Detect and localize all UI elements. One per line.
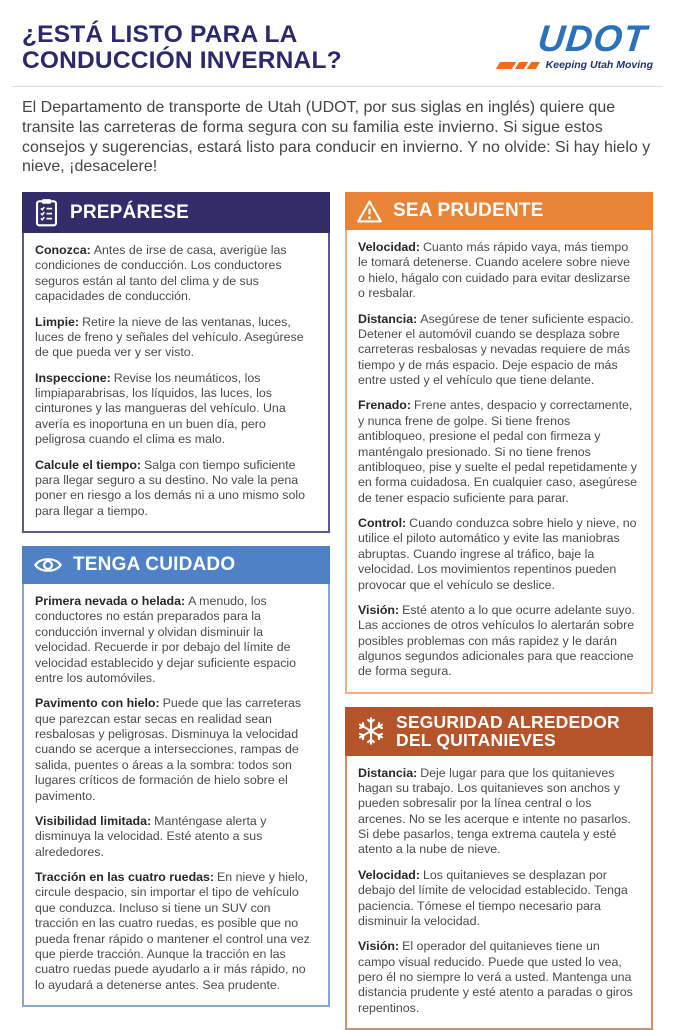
udot-logo: [483, 18, 653, 71]
logo-dash-icon: [495, 62, 515, 69]
tip-item: Velocidad: Los quitanieves se desplazan por debajo del límite de velocidad establecido. Tenga paciencia. Tómese el tiempo necesario para disminuir la velocidad.: [358, 867, 628, 928]
intro-paragraph: El Departamento de transporte de Utah (UDOT, por sus siglas en inglés) quiere que transite las carreteras de forma segura con su familia este invierno. Si sigue estos consejos y sugerencias, estará listo para conducir en invierno. Y no olvide: Si hay hielo y nieve, ¡desacelere!: [22, 99, 651, 176]
content-columns: [22, 192, 653, 1030]
section-tenga-cuidado: [22, 546, 330, 1007]
section-tenga-cuidado-body: [22, 584, 330, 1007]
tip-item: Visión: Esté atento a lo que ocurre adelante suyo. Las acciones de otros vehículos lo alertarán sobre posibles problemas con más rapidez y le darán algunos segundos adicionales para que reaccione de forma segura.: [358, 602, 635, 679]
section-seguridad-quitanieves-header: [345, 707, 653, 756]
header-row: [22, 18, 653, 74]
snowflake-icon: [356, 716, 386, 746]
logo-tagline: Keeping Utah Moving: [545, 59, 653, 71]
tip-item: Visión: El operador del quitanieves tiene un campo visual reducido. Puede que usted lo vea, pero él no siempre lo verá a usted. Mantenga una distancia prudente y esté atento a paradas o giros repentinos.: [358, 939, 633, 1015]
section-seguridad-quitanieves: [345, 707, 653, 1030]
page-title: [22, 22, 342, 74]
tip-item: Conozca: Antes de irse de casa, averigüe las condiciones de conducción. Los conductores seguros están al tanto del clima y de sus capacidades de conducción.: [35, 243, 287, 304]
section-title: PREPÁRESE: [70, 201, 190, 223]
tip-item: Primera nevada o helada: A menudo, los conductores no están preparados para la conducción invernal y olvidan disminuir la velocidad. Recuerde ir por debajo del límite de velocidad establecido y dejar suficiente espacio entre los automóviles.: [35, 594, 297, 685]
udot-logo-wordmark: UDOT: [536, 18, 650, 59]
section-sea-prudente-header: [345, 192, 653, 230]
section-sea-prudente: [345, 192, 653, 694]
tip-item: Limpie: Retire la nieve de las ventanas, luces, luces de freno y señales del vehículo. Asegúrese de que pueda ver y ser visto.: [35, 314, 304, 360]
tip-item: Frenado: Frene antes, despacio y correctamente, y nunca frene de golpe. Si tiene frenos antibloqueo, presione el pedal con firmeza y manténgalo presionado. Si no tiene frenos antibloqueo, pise y suelte el pedal repetidamente y en forma cuidadosa. En cualquier caso, asegúrese de tener espacio suficiente para parar.: [358, 398, 637, 505]
logo-dash-icon: [514, 62, 527, 69]
tip-item: Inspeccione: Revise los neumáticos, los limpiaparabrisas, los líquidos, las luces, los cinturones y las mangueras del vehículo. Una avería es inoportuna en un buen día, pero peligrosa cuando el clima es malo.: [35, 370, 286, 447]
tip-item: Distancia: Asegúrese de tener suficiente espacio. Detener el automóvil cuando se desplaza sobre carreteras resbalosas y nevadas requiere de más tiempo y de más espacio. Deje espacio de más entre usted y el vehículo que tiene delante.: [358, 311, 634, 388]
tip-item: Calcule el tiempo: Salga con tiempo suficiente para llegar seguro a su destino. No vale la pena poner en riesgo a los demás ni a uno mismo solo para llegar a tiempo.: [35, 457, 305, 518]
tip-item: Distancia: Deje lugar para que los quitanieves hagan su trabajo. Los quitanieves son anchos y pueden sobresalir por la línea central o los arcenes. No se les acerque e intente no pasarlos. Si debe pasarlos, tenga extrema cautela y esté atento a la nube de nieve.: [358, 765, 631, 857]
eye-icon: [33, 554, 63, 576]
clipboard-checklist-icon: [33, 198, 60, 227]
section-sea-prudente-body: [345, 230, 653, 694]
warning-triangle-icon: [356, 199, 383, 224]
section-preparese-header: [22, 192, 330, 233]
tip-item: Pavimento con hielo: Puede que las carreteras que parezcan estar secas en realidad sean resbalosas y peligrosas. Disminuya la velocidad cuando se acerque a intersecciones, rampas de salida, puentes o áreas a la sombra: todos son lugares críticos de formación de hielo sobre el pavimento.: [35, 696, 302, 803]
section-preparese: [22, 192, 330, 533]
tip-item: Control: Cuando conduzca sobre hielo y nieve, no utilice el piloto automático y evite las maniobras abruptas. Cuando ingrese al tráfico, baje la velocidad. Los movimientos repentinos pueden provocar que el vehículo se deslice.: [358, 516, 637, 592]
page-title-line1: ¿ESTÁ LISTO PARA LA: [22, 21, 298, 48]
tip-item: Visibilidad limitada: Manténgase alerta y disminuya la velocidad. Esté atento a sus alrededores.: [35, 813, 267, 859]
header-divider: [12, 86, 663, 87]
section-title: SEA PRUDENTE: [393, 200, 544, 222]
left-column: [22, 192, 330, 1007]
section-title: SEGURIDAD ALREDEDOR DEL QUITANIEVES: [396, 711, 620, 751]
page-title-line2: CONDUCCIÓN INVERNAL?: [22, 47, 342, 75]
tip-item: Velocidad: Cuanto más rápido vaya, más tiempo le tomará detenerse. Cuando acelere sobre nieve o hielo, hágalo con cuidado para evitar deslizarse o resbalar.: [358, 240, 631, 301]
logo-dash-icon: [526, 62, 539, 69]
tip-item: Tracción en las cuatro ruedas: En nieve y hielo, circule despacio, sin importar el tipo de vehículo que conduzca. Incluso si tiene un SUV con tracción en las cuatro ruedas, es posible que no pueda frenar rápido o mantener el control una vez que pierde tracción. Aunque la tracción en las cuatro ruedas puede ayudarlo a ir más rápido, no lo ayudará a detenerse antes. Sea prudente.: [35, 870, 310, 992]
section-title: TENGA CUIDADO: [73, 554, 236, 576]
section-seguridad-quitanieves-body: [345, 756, 653, 1030]
section-preparese-body: [22, 233, 330, 533]
section-tenga-cuidado-header: [22, 546, 330, 584]
right-column: [345, 192, 653, 1030]
